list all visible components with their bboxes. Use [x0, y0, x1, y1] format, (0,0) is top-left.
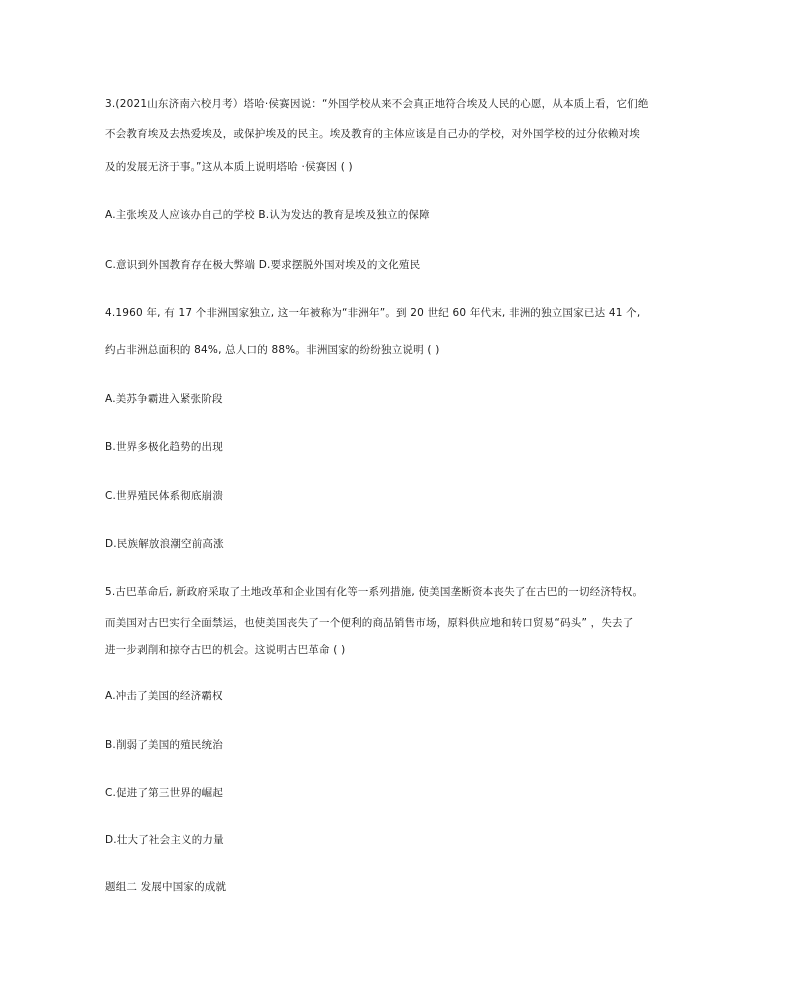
q5-stem-line-3: 进一步剥削和掠夺古巴的机会。这说明古巴革命 ( ) — [105, 644, 346, 656]
q5-stem-line-1: 5.古巴革命后, 新政府采取了土地改革和企业国有化等一系列措施, 使美国垄断资本丧失了在古巴的一切经济特权。 — [105, 586, 644, 598]
q5-option-a: A.冲击了美国的经济霸权 — [105, 690, 223, 702]
q3-options-ab: A.主张埃及人应该办自己的学校 B.认为发达的教育是埃及独立的保障 — [105, 209, 430, 221]
q5-option-c: C.促进了第三世界的崛起 — [105, 787, 224, 799]
q3-stem-line-3: 及的发展无济于事。”这从本质上说明塔哈 ·侯赛因 ( ) — [105, 161, 353, 173]
q5-option-d: D.壮大了社会主义的力量 — [105, 834, 224, 846]
q3-stem-line-1: 3.(2021山东济南六校月考）塔哈·侯赛因说：“外国学校从来不会真正地符合埃及人民的心愿，从本质上看，它们绝 — [105, 98, 649, 110]
q4-option-d: D.民族解放浪潮空前高涨 — [105, 538, 224, 550]
q3-options-cd: C.意识到外国教育存在极大弊端 D.要求摆脱外国对埃及的文化殖民 — [105, 259, 421, 271]
q4-option-c: C.世界殖民体系彻底崩溃 — [105, 490, 224, 502]
section-title: 题组二 发展中国家的成就 — [105, 881, 227, 893]
q5-option-b: B.削弱了美国的殖民统治 — [105, 739, 223, 751]
q5-stem-line-2: 而美国对古巴实行全面禁运，也使美国丧失了一个便利的商品销售市场，原料供应地和转口贸易“码头” ，失去了 — [105, 617, 634, 629]
q4-option-b: B.世界多极化趋势的出现 — [105, 441, 223, 453]
q3-stem-line-2: 不会教育埃及去热爱埃及，或保护埃及的民主。埃及教育的主体应该是自己办的学校，对外国学校的过分依赖对埃 — [105, 128, 640, 140]
q4-option-a: A.美苏争霸进入紧张阶段 — [105, 393, 223, 405]
q4-stem-line-1: 4.1960 年, 有 17 个非洲国家独立, 这一年被称为“非洲年”。到 20 世纪 60 年代末, 非洲的独立国家已达 41 个, — [105, 307, 641, 319]
q4-stem-line-2: 约占非洲总面积的 84%, 总人口的 88%。非洲国家的纷纷独立说明 ( ) — [105, 344, 440, 356]
